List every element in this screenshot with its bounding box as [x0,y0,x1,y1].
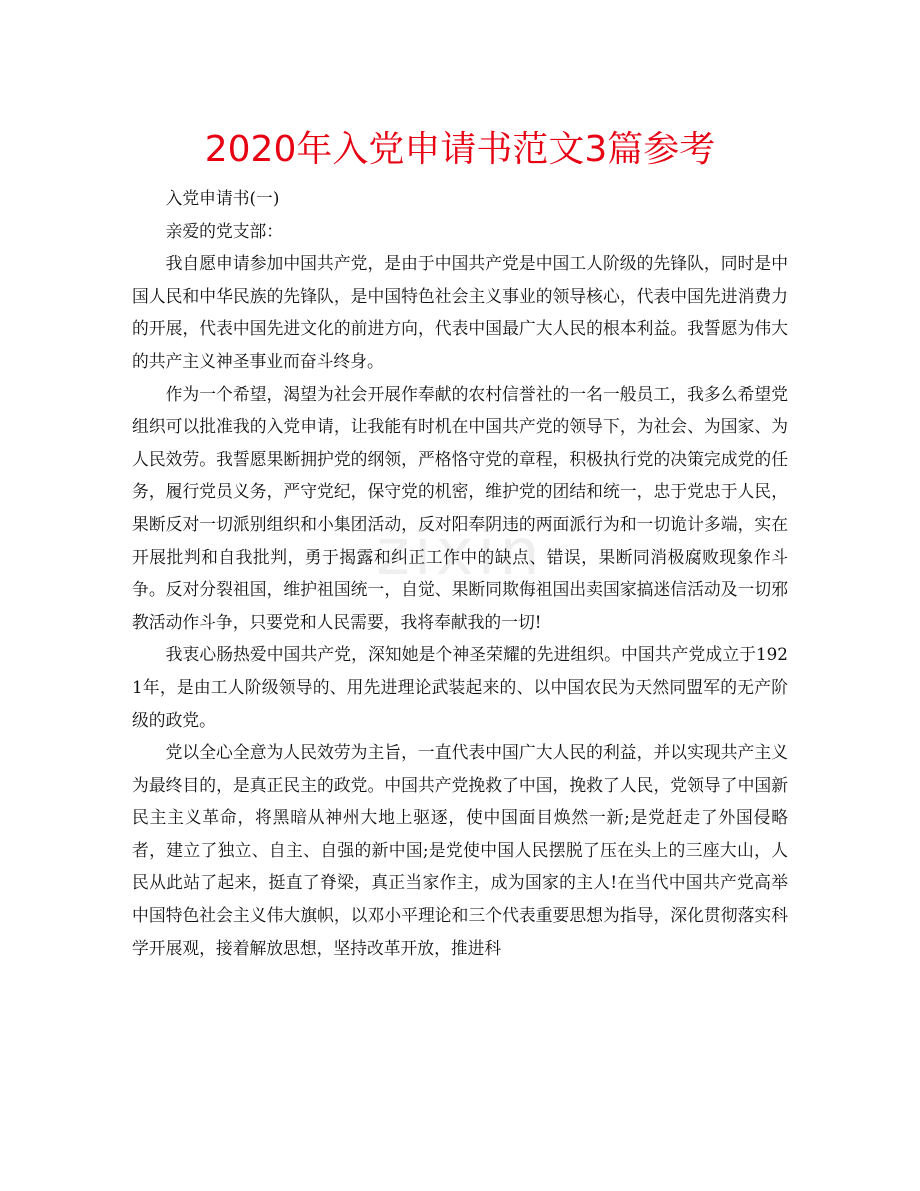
document-body [132,182,788,964]
section-heading: 入党申请书(一) [165,188,280,208]
body-paragraph-4: 党以全心全意为人民效劳为主旨，一直代表中国广大人民的利益，并以实现共产主义为最终目的，是真正民主的政党。中国共产党挽救了中国，挽救了人民，党领导了中国新民主主义革命，将黑暗从神州大地上驱逐，使中国面目焕然一新;是党赶走了外国侵略者，建立了独立、自主、自强的新中国;是党使中国人民摆脱了压在头上的三座大山，人民从此站了起来，挺直了脊梁，真正当家作主，成为国家的主人!在当代中国共产党高举中国特色社会主义伟大旗帜，以邓小平理论和三个代表重要思想为指导，深化贯彻落实科学开展观，接着解放思想，坚持改革开放，推进科 [132,742,788,958]
body-paragraph-1: 我自愿申请参加中国共产党，是由于中国共产党是中国工人阶级的先锋队，同时是中国人民和中华民族的先锋队，是中国特色社会主义事业的领导核心，代表中国先进消费力的开展，代表中国先进文化的前进方向，代表中国最广大人民的根本利益。我誓愿为伟大的共产主义神圣事业而奋斗终身。 [132,253,788,371]
document-title: 2020年入党申请书范文3篇参考 [204,129,716,170]
watermark-logo: zixin [376,516,544,590]
body-paragraph-2: 作为一个希望，渴望为社会开展作奉献的农村信誉社的一名一般员工，我多么希望党组织可以批准我的入党申请，让我能有时机在中国共产党的领导下，为社会、为国家、为人民效劳。我誓愿果断拥护党的纲领，严格恪守党的章程，积极执行党的决策完成党的任务，履行党员义务，严守党纪，保守党的机密，维护党的团结和统一，忠于党忠于人民，果断反对一切派别组织和小集团活动，反对阳奉阴违的两面派行为和一切诡计多端，实在开展批判和自我批判，勇于揭露和纠正工作中的缺点、错误，果断同消极腐败现象作斗争。反对分裂祖国，维护祖国统一，自觉、果断同欺侮祖国出卖国家搞迷信活动及一切邪教活动作斗争，只要党和人民需要，我将奉献我的一切! [132,383,788,632]
salutation: 亲爱的党支部： [165,220,284,241]
body-paragraph-3: 我衷心肠热爱中国共产党，深知她是个神圣荣耀的先进组织。中国共产党成立于1921年，是由工人阶级领导的、用先进理论武装起来的、以中国农民为天然同盟军的无产阶级的政党。 [132,644,788,730]
